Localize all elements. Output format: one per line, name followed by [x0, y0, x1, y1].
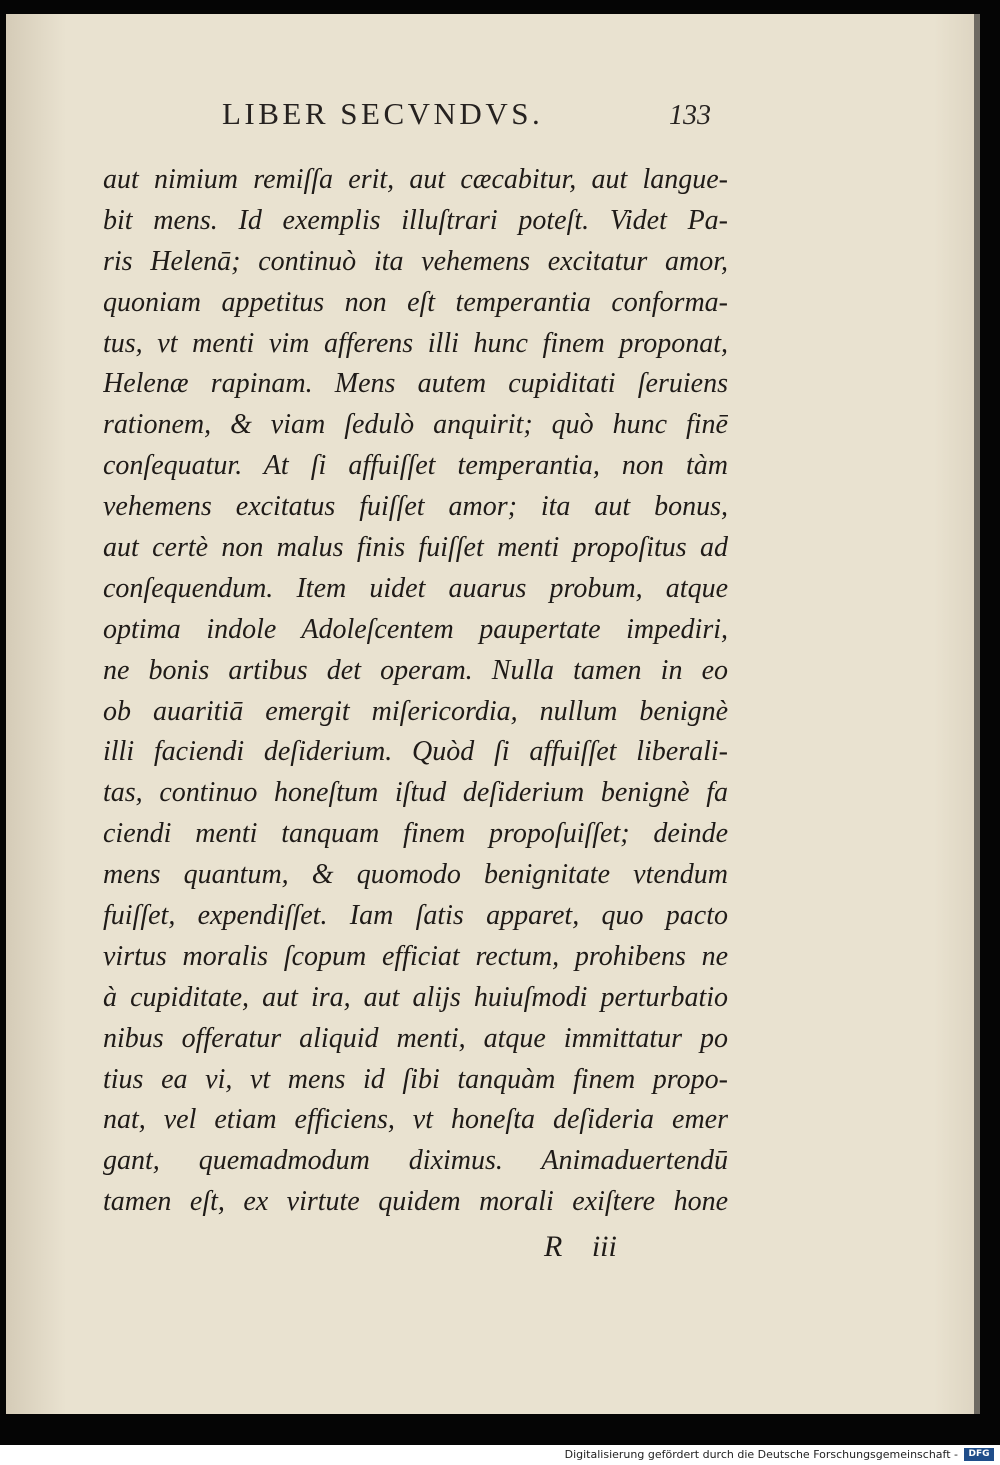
text-line: optima indole Adoleſcentem paupertate impediri, — [103, 613, 728, 645]
text-line: tus, vt menti vim afferens illi hunc finem proponat, — [103, 327, 728, 359]
text-line: tas, continuo honeſtum iſtud deſiderium benignè fa — [103, 777, 728, 809]
text-line: tamen eſt, ex virtute quidem morali exiſtere hone — [103, 1186, 728, 1218]
signature-mark: R iii — [544, 1230, 617, 1263]
text-line: ris Helenā; continuò ita vehemens excitatur amor, — [103, 245, 728, 277]
text-line: conſequendum. Item uidet auarus probum, atque — [103, 572, 728, 604]
text-line: tius ea vi, vt mens id ſibi tanquàm finem propo- — [103, 1063, 728, 1095]
text-line: nat, vel etiam efficiens, vt honeſta deſideria emer — [103, 1104, 728, 1136]
text-line: quoniam appetitus non eſt temperantia conforma- — [103, 286, 728, 318]
text-line: conſequatur. At ſi affuiſſet temperantia, non tàm — [103, 450, 728, 482]
text-line: aut certè non malus finis fuiſſet menti propoſitus ad — [103, 532, 728, 564]
text-line: illi faciendi deſiderium. Quòd ſi affuiſſet liberali- — [103, 736, 728, 768]
dfg-logo: DFG — [964, 1448, 994, 1461]
body-text — [103, 160, 728, 1223]
text-line: bit mens. Id exemplis illuſtrari poteſt. Videt Pa- — [103, 204, 728, 236]
text-line: fuiſſet, expendiſſet. Iam ſatis apparet, quo pacto — [103, 900, 728, 932]
page-number: 133 — [669, 100, 711, 131]
text-line: Helenæ rapinam. Mens autem cupiditati ſeruiens — [103, 368, 728, 400]
text-line: gant, quemadmodum diximus. Animaduertendū — [103, 1145, 728, 1177]
text-line: à cupiditate, aut ira, aut alijs huiuſmodi perturbatio — [103, 981, 728, 1013]
text-line: virtus moralis ſcopum efficiat rectum, prohibens ne — [103, 940, 728, 972]
text-line: ciendi menti tanquam finem propoſuiſſet; deinde — [103, 818, 728, 850]
digitization-credit: Digitalisierung gefördert durch die Deutsche Forschungsgemeinschaft - — [564, 1448, 958, 1461]
text-line: vehemens excitatus fuiſſet amor; ita aut bonus, — [103, 491, 728, 523]
page-edge — [974, 14, 980, 1414]
text-line: mens quantum, & quomodo benignitate vtendum — [103, 859, 728, 891]
running-head: LIBER SECVNDVS. — [222, 96, 544, 131]
text-line: rationem, & viam ſedulò anquirit; quò hunc finē — [103, 409, 728, 441]
text-line: nibus offeratur aliquid menti, atque immittatur po — [103, 1022, 728, 1054]
text-line: ob auaritiā emergit miſericordia, nullum benignè — [103, 695, 728, 727]
text-line: ne bonis artibus det operam. Nulla tamen in eo — [103, 654, 728, 686]
text-line: aut nimium remiſſa erit, aut cæcabitur, aut langue- — [103, 164, 728, 195]
